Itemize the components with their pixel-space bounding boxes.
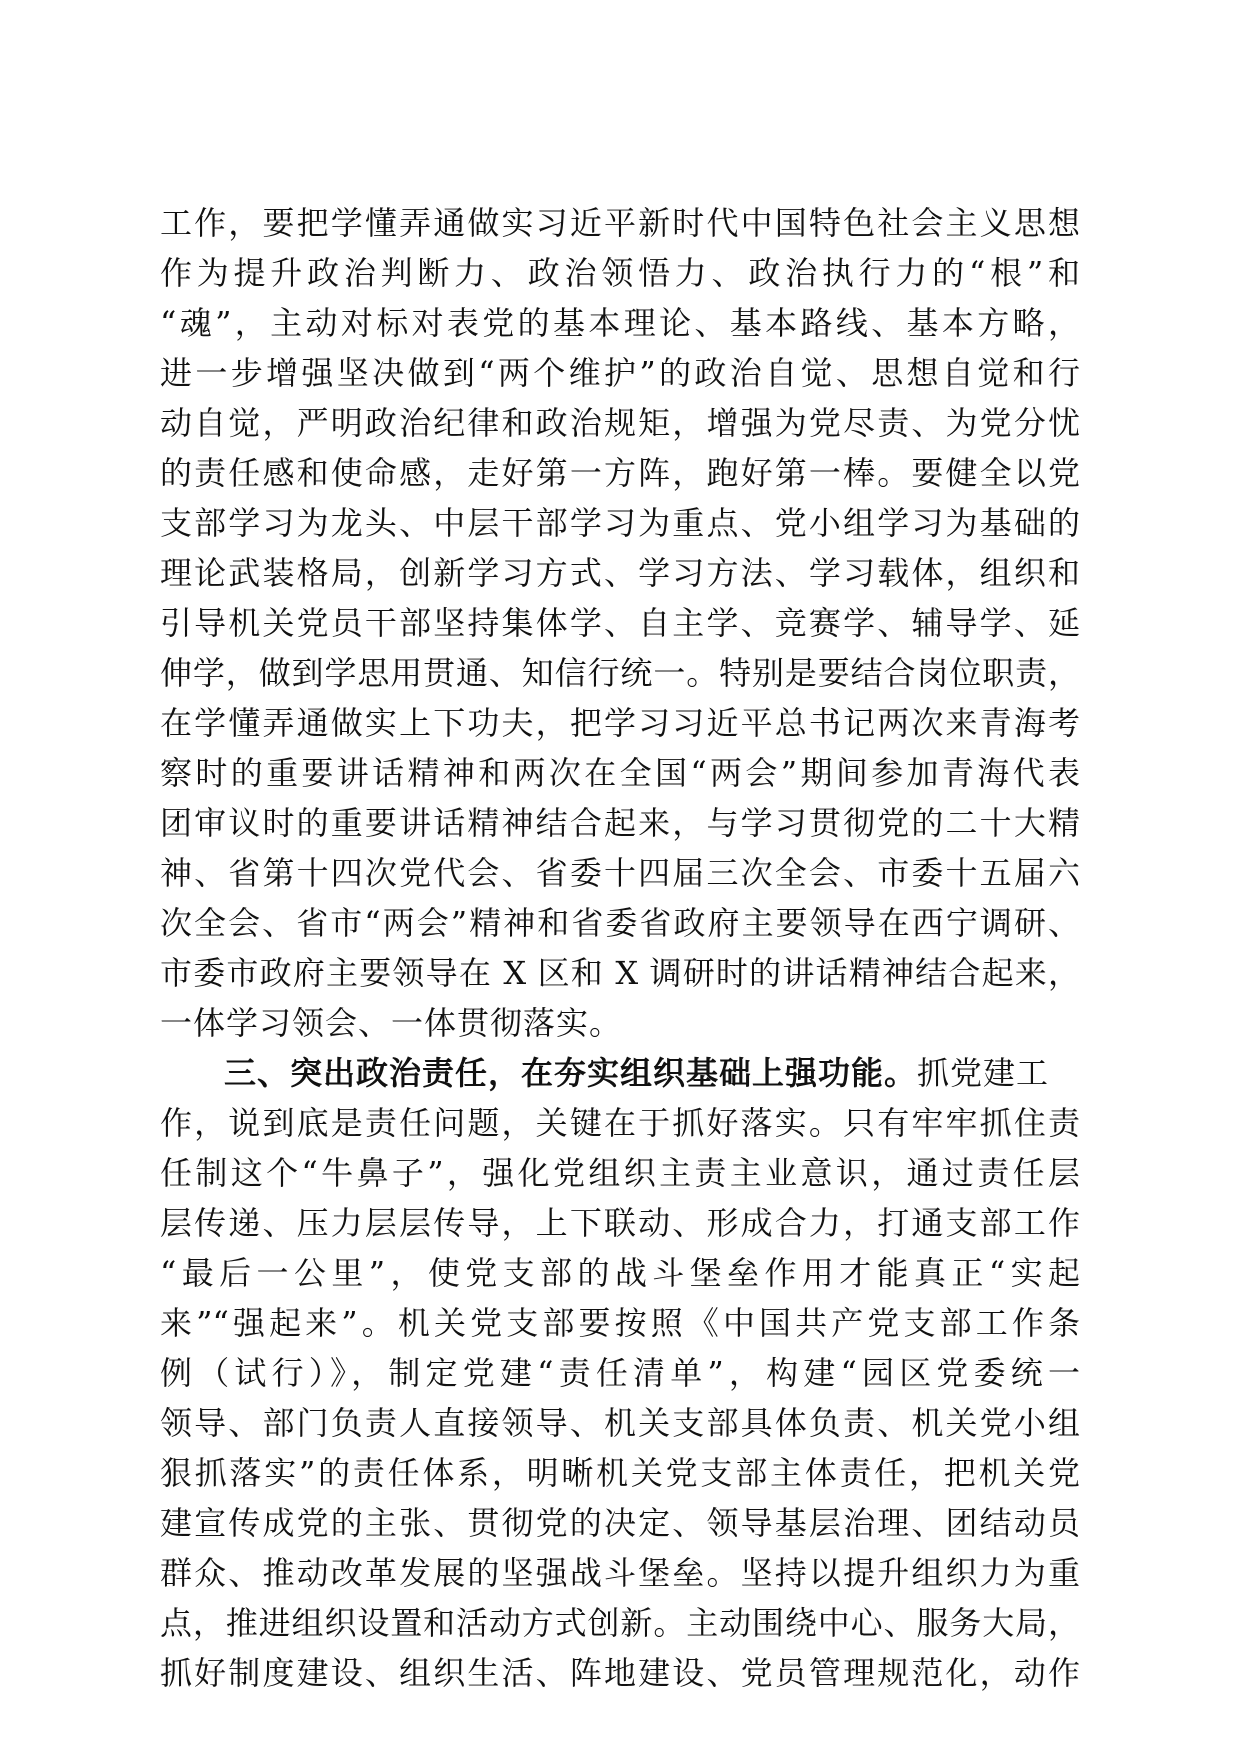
section-heading: 三、突出政治责任，在夯实组织基础上强功能。 bbox=[224, 1054, 918, 1092]
text-line: 在学懂弄通做实上下功夫，把学习习近平总书记两次来青海考 bbox=[160, 704, 1080, 742]
text-line: 工作，要把学懂弄通做实习近平新时代中国特色社会主义思想 bbox=[160, 204, 1080, 242]
text-line: 作，说到底是责任问题，关键在于抓好落实。只有牢牢抓住责 bbox=[160, 1104, 1080, 1142]
text-line: 支部学习为龙头、中层干部学习为重点、党小组学习为基础的 bbox=[160, 504, 1080, 542]
text-line: 建宣传成党的主张、贯彻党的决定、领导基层治理、团结动员 bbox=[160, 1504, 1080, 1542]
text-line: 抓好制度建设、组织生活、阵地建设、党员管理规范化，动作 bbox=[160, 1654, 1080, 1692]
text-line: 进一步增强坚决做到“两个维护”的政治自觉、思想自觉和行 bbox=[160, 354, 1080, 392]
text-line: 领导、部门负责人直接领导、机关支部具体负责、机关党小组 bbox=[160, 1404, 1080, 1442]
heading-continuation: 抓党建工 bbox=[917, 1054, 1050, 1092]
paragraph-2 bbox=[160, 1048, 1080, 1698]
text-line: 市委市政府主要领导在 X 区和 X 调研时的讲话精神结合起来， bbox=[160, 954, 1080, 992]
text-line: “最后一公里”，使党支部的战斗堡垒作用才能真正“实起 bbox=[160, 1254, 1080, 1292]
text-line: 次全会、省市“两会”精神和省委省政府主要领导在西宁调研、 bbox=[160, 904, 1080, 942]
text-line: 团审议时的重要讲话精神结合起来，与学习贯彻党的二十大精 bbox=[160, 804, 1080, 842]
text-line: 来”“强起来”。机关党支部要按照《中国共产党支部工作条 bbox=[160, 1304, 1080, 1342]
text-line: 理论武装格局，创新学习方式、学习方法、学习载体，组织和 bbox=[160, 554, 1080, 592]
text-line: 察时的重要讲话精神和两次在全国“两会”期间参加青海代表 bbox=[160, 754, 1080, 792]
paragraph-2-first-line bbox=[160, 1048, 1080, 1098]
document-body bbox=[160, 198, 1080, 1698]
text-line: 引导机关党员干部坚持集体学、自主学、竞赛学、辅导学、延 bbox=[160, 604, 1080, 642]
text-line: 作为提升政治判断力、政治领悟力、政治执行力的“根”和 bbox=[160, 254, 1080, 292]
text-line: 层传递、压力层层传导，上下联动、形成合力，打通支部工作 bbox=[160, 1204, 1080, 1242]
text-line: 群众、推动改革发展的坚强战斗堡垒。坚持以提升组织力为重 bbox=[160, 1554, 1080, 1592]
text-line: 例（试行）》，制定党建“责任清单”，构建“园区党委统一 bbox=[160, 1354, 1080, 1392]
text-line: 伸学，做到学思用贯通、知信行统一。特别是要结合岗位职责， bbox=[160, 654, 1080, 692]
text-line: 一体学习领会、一体贯彻落实。 bbox=[160, 1004, 623, 1042]
text-line: 任制这个“牛鼻子”，强化党组织主责主业意识，通过责任层 bbox=[160, 1154, 1080, 1192]
text-line: 神、省第十四次党代会、省委十四届三次全会、市委十五届六 bbox=[160, 854, 1080, 892]
text-line: “魂”，主动对标对表党的基本理论、基本路线、基本方略， bbox=[160, 304, 1080, 342]
text-line: 动自觉，严明政治纪律和政治规矩，增强为党尽责、为党分忧 bbox=[160, 404, 1080, 442]
paragraph-1 bbox=[160, 198, 1080, 1048]
text-line: 的责任感和使命感，走好第一方阵，跑好第一棒。要健全以党 bbox=[160, 454, 1080, 492]
text-line: 点，推进组织设置和活动方式创新。主动围绕中心、服务大局， bbox=[160, 1604, 1080, 1642]
text-line: 狠抓落实”的责任体系，明晰机关党支部主体责任，把机关党 bbox=[160, 1454, 1080, 1492]
